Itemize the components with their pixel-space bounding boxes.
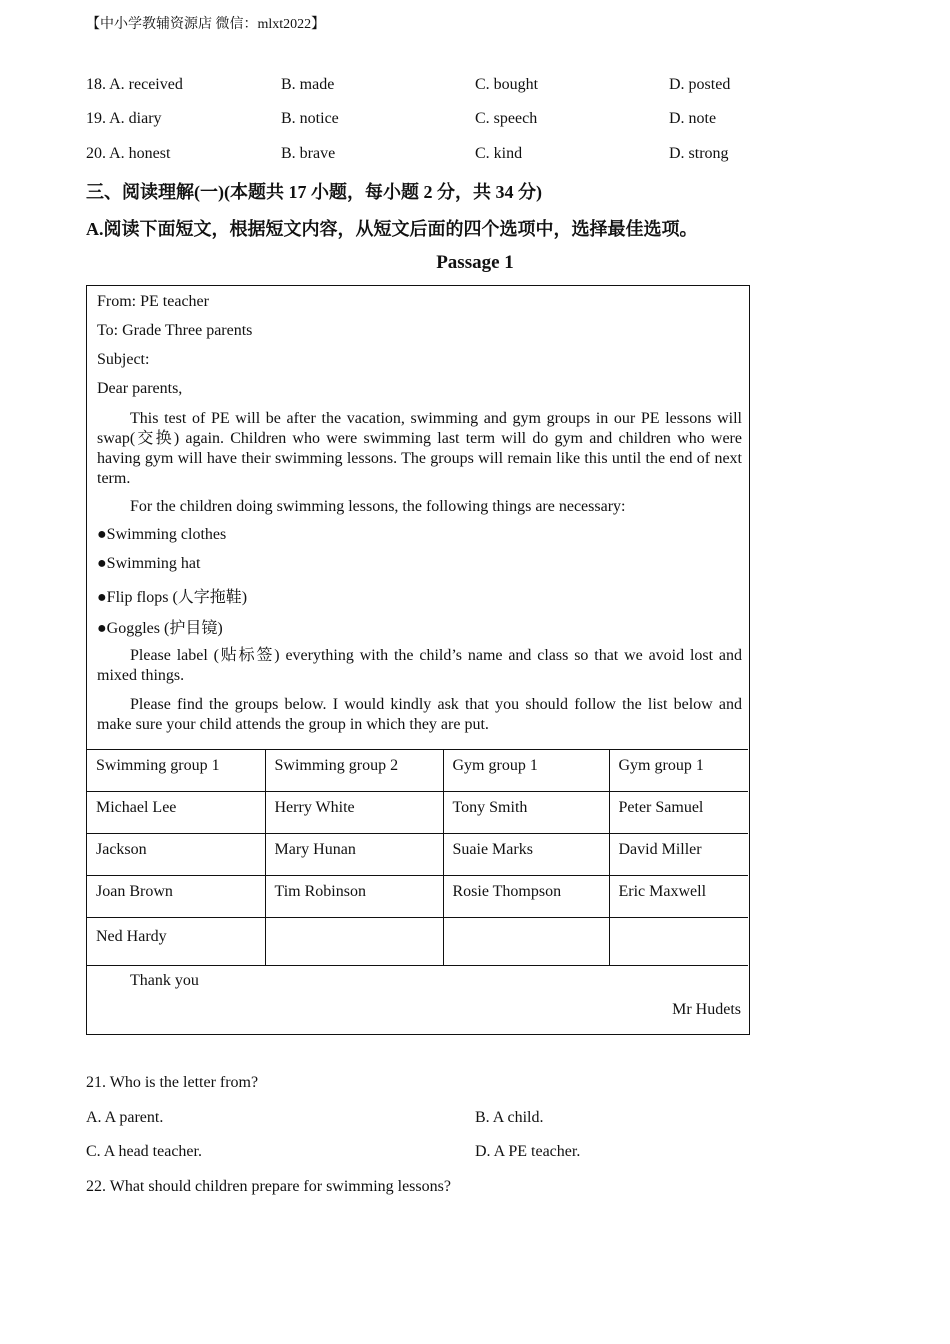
header-note: 【中小学教辅资源店 微信：mlxt2022】 <box>86 17 326 32</box>
table-row <box>87 834 748 876</box>
q20-option-b: B. brave <box>281 145 336 162</box>
q19-option-c: C. speech <box>475 110 538 127</box>
list-item: ●Flip flops (人字拖鞋) <box>97 589 248 606</box>
q18-option-d: D. posted <box>669 76 731 93</box>
table-cell: David Miller <box>609 834 748 876</box>
q20-option-c: C. kind <box>475 145 523 162</box>
question-21-option-d: D. A PE teacher. <box>475 1143 581 1160</box>
table-cell: Suaie Marks <box>443 834 609 876</box>
q18-option-a: 18. A. received <box>86 76 183 93</box>
question-21-option-b: B. A child. <box>475 1109 544 1126</box>
letter-closing: Thank you <box>130 972 199 989</box>
q18-option-c: C. bought <box>475 76 539 93</box>
table-cell: Ned Hardy <box>87 918 265 966</box>
q18-option-b: B. made <box>281 76 335 93</box>
question-22-stem: 22. What should children prepare for swimming lessons? <box>86 1178 451 1195</box>
q19-option-b: B. notice <box>281 110 339 127</box>
letter-subject: Subject: <box>97 351 150 368</box>
table-cell: Mary Hunan <box>265 834 443 876</box>
question-21-option-a: A. A parent. <box>86 1109 164 1126</box>
letter-box <box>86 285 750 1035</box>
passage-title: Passage 1 <box>436 252 514 273</box>
list-item: ●Swimming clothes <box>97 526 227 543</box>
q20-option-a: 20. A. honest <box>86 145 171 162</box>
letter-greeting: Dear parents, <box>97 380 183 397</box>
table-cell <box>609 918 748 966</box>
table-cell <box>443 918 609 966</box>
table-cell <box>265 918 443 966</box>
section-title: 三、阅读理解(一)(本题共 17 小题，每小题 2 分，共 34 分) <box>86 182 542 202</box>
table-header-cell: Swimming group 1 <box>87 750 265 792</box>
table-cell: Jackson <box>87 834 265 876</box>
groups-table <box>87 749 748 966</box>
table-cell: Tony Smith <box>443 792 609 834</box>
q19-option-a: 19. A. diary <box>86 110 162 127</box>
table-header-cell: Swimming group 2 <box>265 750 443 792</box>
table-cell: Eric Maxwell <box>609 876 748 918</box>
letter-paragraph-1: This test of PE will be after the vacation, swimming and gym groups in our PE lessons will swap(交换) again. Children who were swimming last term will do gym and children who were having gym will have their swimming lessons. The groups will remain like this until the end of next term. <box>97 410 742 487</box>
table-cell: Rosie Thompson <box>443 876 609 918</box>
list-item: ●Swimming hat <box>97 555 201 572</box>
table-cell: Peter Samuel <box>609 792 748 834</box>
letter-signature: Mr Hudets <box>672 1001 741 1018</box>
table-row <box>87 876 748 918</box>
question-21-option-c: C. A head teacher. <box>86 1143 202 1160</box>
table-header-row <box>87 750 748 792</box>
list-item: ●Goggles (护目镜) <box>97 620 223 637</box>
letter-paragraph-3: Please label (贴标签) everything with the child’s name and class so that we avoid lost and mixed things. <box>97 647 742 684</box>
table-row <box>87 792 748 834</box>
question-21-stem: 21. Who is the letter from? <box>86 1074 259 1091</box>
instruction: A.阅读下面短文，根据短文内容，从短文后面的四个选项中，选择最佳选项。 <box>86 219 698 239</box>
letter-from: From: PE teacher <box>97 293 209 310</box>
table-cell: Tim Robinson <box>265 876 443 918</box>
q20-option-d: D. strong <box>669 145 729 162</box>
letter-paragraph-2: For the children doing swimming lessons, the following things are necessary: <box>130 498 626 515</box>
letter-to: To: Grade Three parents <box>97 322 253 339</box>
q19-option-d: D. note <box>669 110 717 127</box>
table-row <box>87 918 748 966</box>
table-cell: Michael Lee <box>87 792 265 834</box>
letter-paragraph-4: Please find the groups below. I would kindly ask that you should follow the list below and make sure your child attends the group in which they are put. <box>97 696 742 733</box>
table-cell: Herry White <box>265 792 443 834</box>
table-header-cell: Gym group 1 <box>443 750 609 792</box>
table-cell: Joan Brown <box>87 876 265 918</box>
table-header-cell: Gym group 1 <box>609 750 748 792</box>
